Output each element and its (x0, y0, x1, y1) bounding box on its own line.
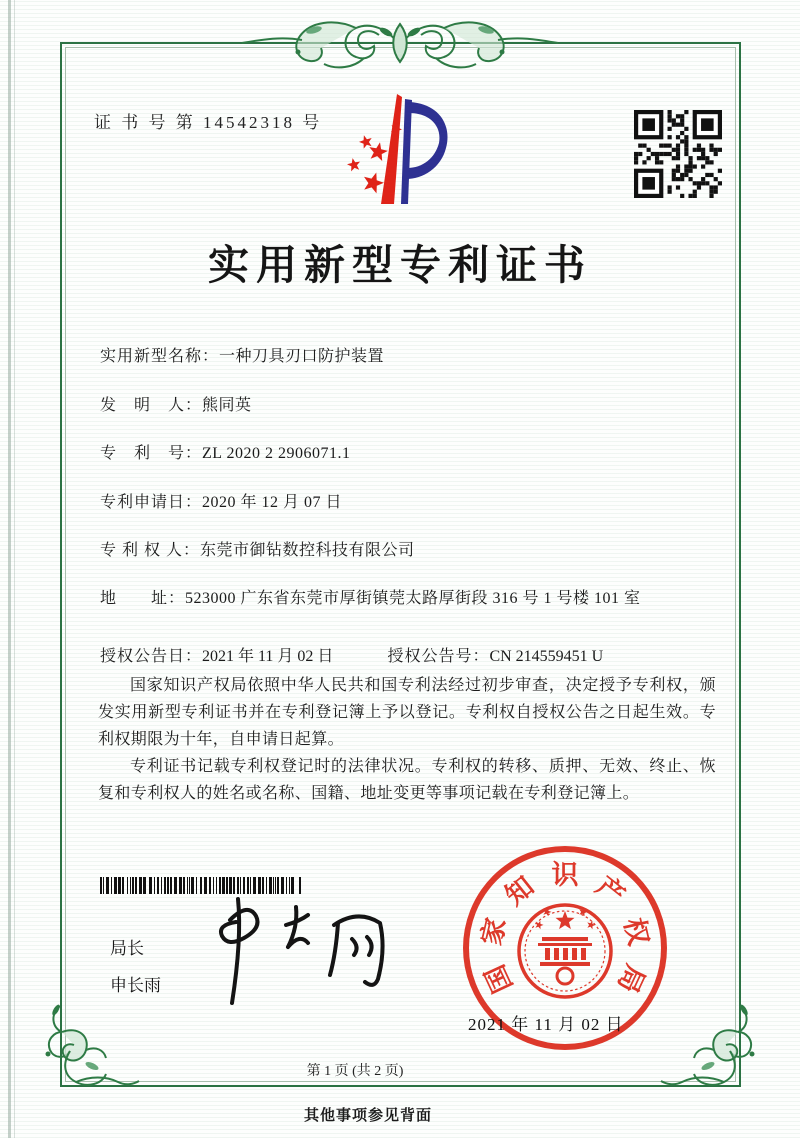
field-value: ZL 2020 2 2906071.1 (202, 445, 351, 462)
svg-text:权: 权 (618, 915, 654, 949)
scan-edge-line-thin (14, 0, 15, 1138)
field-row-filing-date (100, 490, 718, 516)
svg-text:知: 知 (499, 870, 540, 912)
field-value: 一种刀具刃口防护装置 (219, 348, 385, 365)
certificate-title: 实用新型专利证书 (208, 242, 592, 288)
director-block (110, 930, 161, 1004)
scan-edge-line (8, 0, 11, 1138)
director-name: 申长雨 (110, 976, 161, 995)
cnipa-logo-icon (344, 86, 454, 211)
field-value: 523000 广东省东莞市厚街镇莞太路厚街段 316 号 1 号楼 101 室 (185, 590, 641, 607)
page-number: 第 1 页 (共 2 页) (306, 1064, 404, 1079)
director-signature (200, 895, 410, 1013)
field-value: 2021 年 11 月 02 日 (202, 648, 334, 665)
field-pair-grant-number (387, 644, 603, 670)
legal-text (98, 672, 716, 807)
field-label: 授权公告号： (387, 648, 490, 665)
field-label: 专利申请日： (100, 494, 203, 511)
svg-text:产: 产 (590, 870, 631, 912)
legal-paragraph-1: 国家知识产权局依照中华人民共和国专利法经过初步审查，决定授予专利权，颁发实用新型专利证书并在专利登记簿上予以登记。专利权自授权公告之日起生效。专利权期限为十年，自申请日起算。 (98, 677, 716, 748)
field-row-grant (100, 644, 718, 670)
field-row-patent-number (100, 441, 718, 467)
field-row-address (100, 586, 718, 612)
field-value: 2020 年 12 月 07 日 (202, 494, 343, 511)
field-label: 专 利 号： (100, 445, 203, 462)
field-row-patentee (100, 538, 718, 564)
back-note: 其他事项参见背面 (303, 1108, 432, 1124)
field-label: 地 址： (100, 590, 186, 607)
field-label: 实用新型名称： (100, 348, 220, 365)
legal-paragraph-2: 专利证书记载专利权登记时的法律状况。专利权的转移、质押、无效、终止、恢复和专利权人的姓名或名称、国籍、地址变更等事项记载在专利登记簿上。 (98, 758, 716, 802)
field-value: 熊同英 (202, 397, 252, 414)
seal-date: 2021 年 11 月 02 日 (468, 1015, 624, 1034)
field-value: CN 214559451 U (489, 648, 604, 665)
bottom-left-ornament-icon (26, 1002, 141, 1102)
field-label: 发 明 人： (100, 397, 203, 414)
field-label: 专 利 权 人： (100, 542, 201, 559)
field-row-inventor (100, 393, 718, 419)
barcode (100, 877, 302, 894)
national-emblem-icon (519, 905, 611, 997)
qr-code (634, 110, 722, 198)
director-title: 局长 (110, 939, 144, 958)
svg-text:局: 局 (611, 960, 651, 998)
certificate-number: 证 书 号 第 14542318 号 (94, 113, 323, 132)
field-row-utility-model-name (100, 344, 718, 370)
field-label: 授权公告日： (100, 648, 203, 665)
field-value: 东莞市御钻数控科技有限公司 (200, 542, 415, 559)
bottom-right-ornament-icon (659, 1002, 774, 1102)
svg-text:家: 家 (476, 915, 512, 949)
svg-text:国: 国 (479, 960, 519, 998)
top-border-ornament-icon (240, 16, 560, 74)
svg-text:识: 识 (551, 860, 579, 890)
